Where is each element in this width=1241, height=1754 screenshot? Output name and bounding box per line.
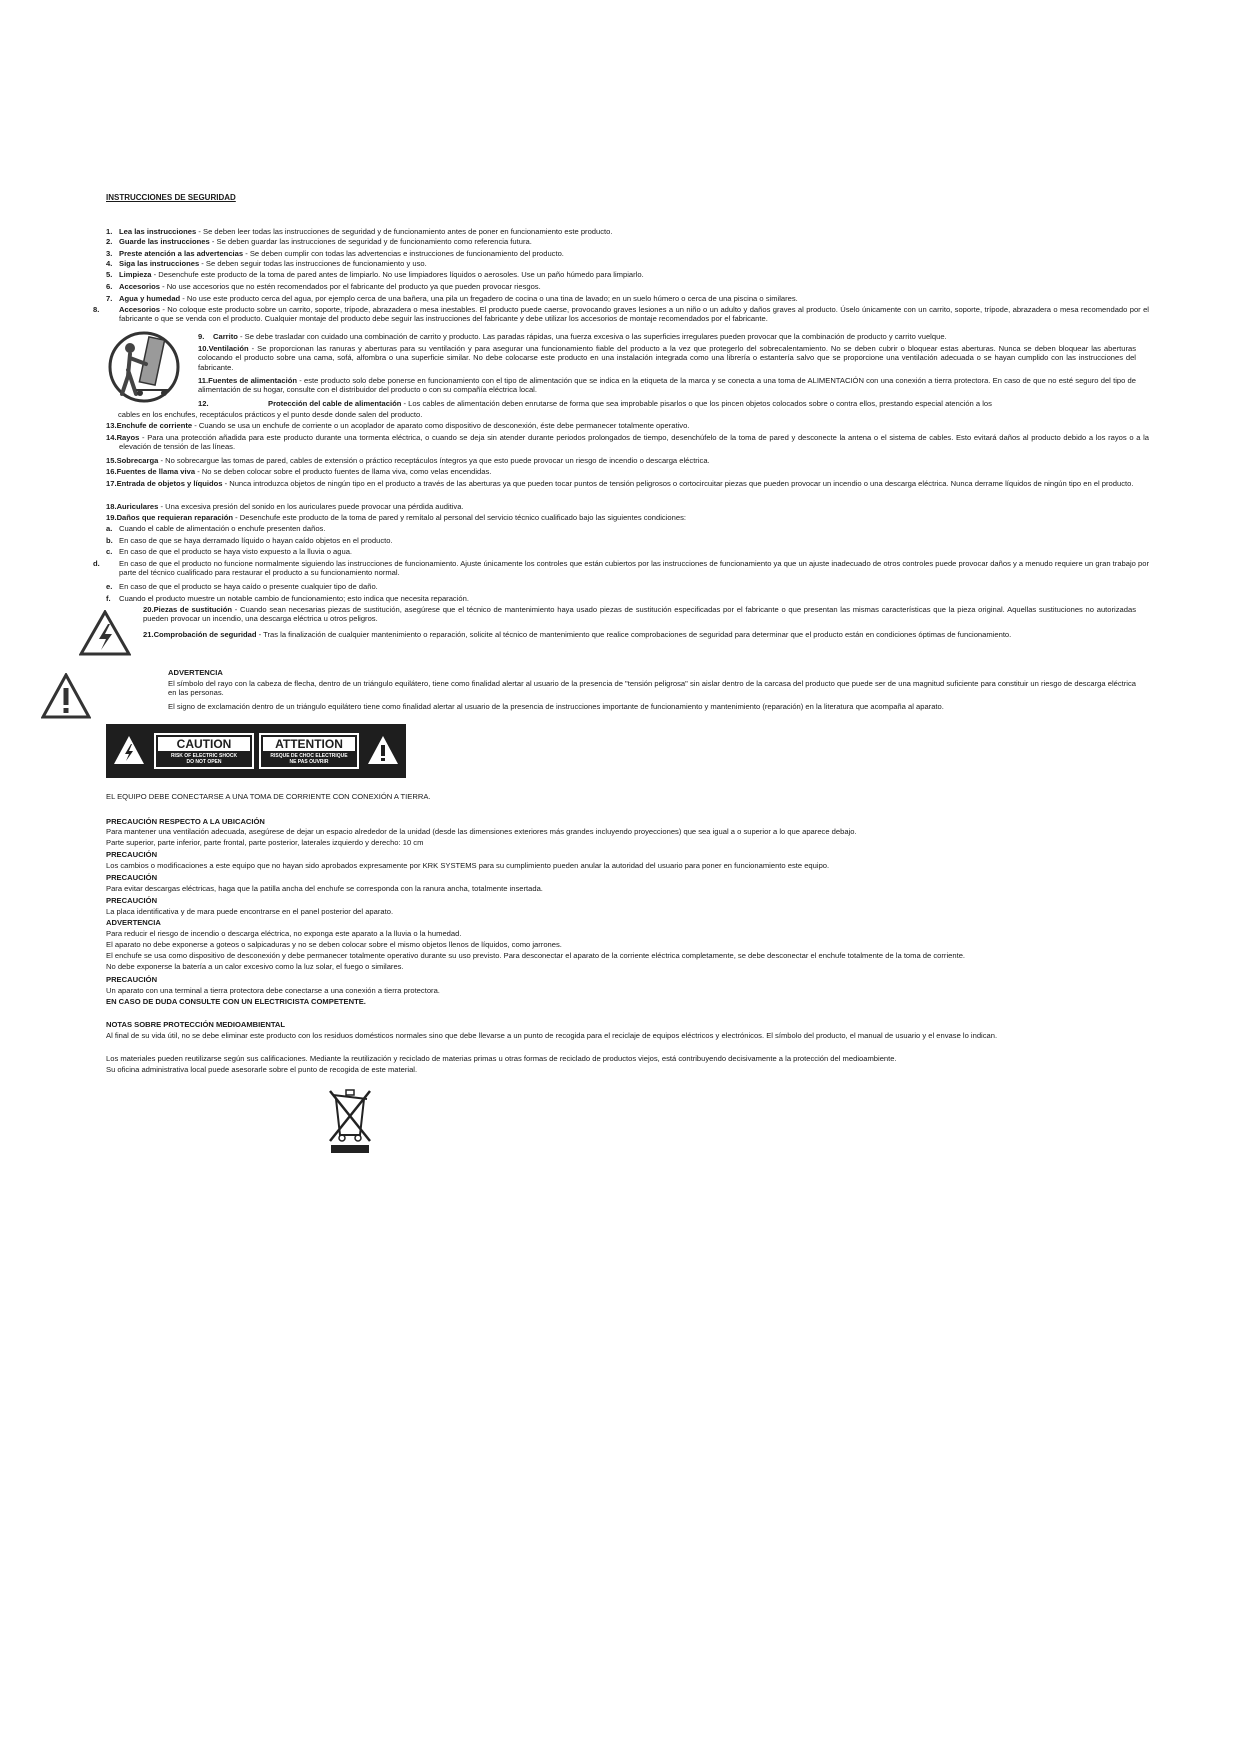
env-text: Al final de su vida útil, no se debe eliminar este producto con los residuos domésticos normales sino que debe llevarse a un punto de recogida para el reciclaje de equipos eléctricos y electrónicos. El símbolo del producto, el manual de usuario y el envase lo indican. — [106, 1031, 998, 1040]
exclamation-warning-icon — [366, 734, 400, 766]
section-text: Parte superior, parte inferior, parte frontal, parte posterior, laterales izquierdo y derecho: 10 cm — [106, 838, 424, 847]
list-item: 13.Enchufe de corriente - Cuando se usa un enchufe de corriente o un acoplador de aparato como dispositivo de desconexión, éste debe permanecer totalmente operativo. — [106, 421, 690, 430]
attention-text: ATTENTION — [263, 737, 355, 751]
attention-box — [259, 733, 359, 769]
caution-subtext: DO NOT OPEN — [186, 759, 222, 765]
list-item: 7. Agua y humedad - No use este producto cerca del agua, por ejemplo cerca de una bañera, una pila un fregadero de cocina o una tina de lavado; en un suelo húmero o cerca de una piscina o similares. — [106, 294, 798, 303]
electric-shock-warning-icon — [79, 610, 131, 656]
ground-note: EL EQUIPO DEBE CONECTARSE A UNA TOMA DE CORRIENTE CON CONEXIÓN A TIERRA. — [106, 792, 431, 801]
list-item: 1. Lea las instrucciones - Se deben leer todas las instrucciones de seguridad y de funcionamiento antes de poner en funcionamiento este producto. — [106, 227, 613, 236]
list-item: 20.Piezas de sustitución - Cuando sean necesarias piezas de sustitución, asegúrese que el técnico de mantenimiento haya usado piezas de sustitución especificadas por el fabricante o que presentan las mismas características que la pieza original. Aquellas sustituciones no autorizadas pueden provocar un incendio, una descarga eléctrica u otros peligros. — [143, 605, 1136, 624]
list-item: 9. Carrito - Se debe trasladar con cuidado una combinación de carrito y producto. Las paradas rápidas, una fuerza excesiva o las superficies irregulares pueden provocar que la combinación de producto y carrito vuelque. — [198, 332, 947, 341]
page-title: INSTRUCCIONES DE SEGURIDAD — [106, 193, 236, 202]
section-heading: PRECAUCIÓN — [106, 850, 158, 859]
caution-subtext: RISK OF ELECTRIC SHOCK — [170, 753, 238, 759]
attention-subtext: NE PAS OUVRIR — [289, 759, 329, 765]
section-text: La placa identificativa y de mara puede encontrarse en el panel posterior del aparato. — [106, 907, 394, 916]
section-text: No debe exponerse la batería a un calor excesivo como la luz solar, el fuego o similares. — [106, 962, 404, 971]
section-text: El aparato no debe exponerse a goteos o salpicaduras y no se deben colocar sobre el mismo objetos llenos de líquidos, como jarrones. — [106, 940, 562, 949]
section-heading: PRECAUCIÓN — [106, 975, 158, 984]
list-item: 4. Siga las instrucciones - Se deben seguir todas las instrucciones de funcionamiento y uso. — [106, 259, 427, 268]
env-heading: NOTAS SOBRE PROTECCIÓN MEDIOAMBIENTAL — [106, 1020, 286, 1029]
sub-list-item: a. Cuando el cable de alimentación o enchufe presenten daños. — [106, 524, 326, 533]
section-text: Para mantener una ventilación adecuada, asegúrese de dejar un espacio alrededor de la unidad (desde las dimensiones exteriores más grandes incluyendo proyecciones) que sea igual a o superior a lo que aparece debajo. — [106, 827, 857, 836]
list-item: 14.Rayos - Para una protección añadida para este producto durante una tormenta eléctrica, o cuando se deja sin atender durante periodos prolongados de tiempo, desenchúfelo de la toma de pared y desconecte la antena o el sistema de cables. Esto evitará daños al producto debido a los rayos o a la elevación de tensión de las líneas. — [106, 433, 1149, 452]
section-text: Los cambios o modificaciones a este equipo que no hayan sido aprobados expresamente por KRK SYSTEMS para su cumplimiento pueden anular la autoridad del usuario para poner en funcionamiento este equipo. — [106, 861, 830, 870]
env-text: Los materiales pueden reutilizarse según sus calificaciones. Mediante la reutilización y reciclado de materias primas u otras formas de reciclado de productos viejos, está contribuyendo decisivamente a la protección del medioambiente. — [106, 1054, 897, 1063]
section-heading: PRECAUCIÓN — [106, 873, 158, 882]
section-text: Un aparato con una terminal a tierra protectora debe conectarse a una conexión a tierra protectora. — [106, 986, 440, 995]
section-heading: PRECAUCIÓN — [106, 896, 158, 905]
list-item: 16.Fuentes de llama viva - No se deben colocar sobre el producto fuentes de llama viva, como velas encendidas. — [106, 467, 492, 476]
crossed-out-bin-icon — [327, 1087, 373, 1155]
section-text: Para reducir el riesgo de incendio o descarga eléctrica, no exponga este aparato a la lluvia o la humedad. — [106, 929, 462, 938]
attention-subtext: RISQUE DE CHOC ELECTRIQUE — [270, 753, 348, 759]
sub-list-item: b. En caso de que se haya derramado líquido o hayan caído objetos en el producto. — [106, 536, 393, 545]
section-heading: PRECAUCIÓN RESPECTO A LA UBICACIÓN — [106, 817, 265, 826]
electric-shock-warning-icon — [112, 734, 146, 766]
sub-list-item: f. Cuando el producto muestre un notable cambio de funcionamiento; esto indica que necesita reparación. — [106, 594, 469, 603]
list-item: 15.Sobrecarga - No sobrecargue las tomas de pared, cables de extensión o práctico receptáculos íntegros ya que esto puede provocar un riesgo de incendio o descarga eléctrica. — [106, 456, 710, 465]
list-item: cables en los enchufes, receptáculos prácticos y el punto desde donde salen del producto. — [118, 410, 423, 419]
list-item: 10.Ventilación - Se proporcionan las ranuras y aberturas para su ventilación y para asegurar una funcionamiento fiable del producto a la vez que protegerlo del sobrecalentamiento. No se deben cubrir o bloquear estas aberturas. Nunca se deben bloquear las aberturas colocando el producto sobre una cama, sofá, alfombra o una superficie similar. No debe colocarse este producto en una instalación integrada como una librería o estantería salvo que se proporcione una ventilación adecuada o se hayan cumplido con las instrucciones del fabricante. — [198, 344, 1136, 372]
sub-list-item: d. En caso de que el producto no funcione normalmente siguiendo las instrucciones de funcionamiento. Ajuste únicamente los controles que están cubiertos por las instrucciones de funcionamiento ya que un ajuste inadecuado de otros controles puede provocar daños y a menudo requiere un gran trabajo por parte del técnico cualificado para restaurar el producto a su funcionamiento normal. — [93, 559, 1149, 578]
list-item: 21.Comprobación de seguridad - Tras la finalización de cualquier mantenimiento o reparación, solicite al técnico de mantenimiento que realice comprobaciones de seguridad para determinar que el producto están en condiciones óptimas de funcionamiento. — [143, 630, 1012, 639]
exclamation-warning-icon — [41, 673, 91, 719]
list-item: 5. Limpieza - Desenchufe este producto de la toma de pared antes de limpiarlo. No use limpiadores líquidos o aerosoles. Use un paño húmedo para limpiarlo. — [106, 270, 644, 279]
list-item: 8. Accesorios - No coloque este producto sobre un carrito, soporte, trípode, abrazadera o mesa inestables. El producto puede caerse, provocando graves lesiones a un niño o un adulto y daños graves al producto. Úselo únicamente con un carrito, soporte, trípode, abrazadera o mesa recomendado por el fabricante o que se venda con el producto. Cualquier montaje del producto debe seguir las instrucciones del fabricante y debe utilizar los accesorios de montaje recomendados por el fabricante. — [93, 305, 1149, 324]
list-item: 17.Entrada de objetos y líquidos - Nunca introduzca objetos de ningún tipo en el producto a través de las aberturas ya que pueden tocar puntos de tensión peligrosos o cortocircuitar piezas que pueden provocar un incendio o una descarga eléctrica. Nunca derrame líquidos de ningún tipo en el producto. — [106, 479, 1134, 488]
list-item: 11.Fuentes de alimentación - este producto solo debe ponerse en funcionamiento con el tipo de alimentación que se indica en la etiqueta de la marca y se conecta a una toma de ALIMENTACIÓN con una conexión a tierra protectora. En caso de que no esté seguro del tipo de alimentación de su hogar, consulte con el distribuidor del producto o con su compañía eléctrica local. — [198, 376, 1136, 395]
list-item: 2. Guarde las instrucciones - Se deben guardar las instrucciones de seguridad y de funcionamiento como referencia futura. — [106, 237, 532, 246]
sub-list-item: c. En caso de que el producto se haya visto expuesto a la lluvia o agua. — [106, 547, 353, 556]
warning-text: El símbolo del rayo con la cabeza de flecha, dentro de un triángulo equilátero, tiene como finalidad alertar al usuario de la presencia de "tensión peligrosa" sin aislar dentro de la carcasa del producto que puede ser de una magnitud suficiente para constituir un riesgo de descarga eléctrica en las personas. — [168, 679, 1136, 698]
list-item: 18.Auriculares - Una excesiva presión del sonido en los auriculares puede provocar una pérdida auditiva. — [106, 502, 464, 511]
list-item: 12. Protección del cable de alimentación - Los cables de alimentación deben enrutarse de forma que sea improbable pisarlos o que los pincen objetos colocados sobre o contra ellos, prestando especial atención a los — [198, 399, 992, 408]
section-text: Para evitar descargas eléctricas, haga que la patilla ancha del enchufe se corresponda con la ranura ancha, totalmente insertada. — [106, 884, 543, 893]
caution-text: CAUTION — [158, 737, 250, 751]
caution-box — [154, 733, 254, 769]
list-item: 3. Preste atención a las advertencias - Se deben cumplir con todas las advertencias e instrucciones de funcionamiento del producto. — [106, 249, 564, 258]
list-item: 6. Accesorios - No use accesorios que no estén recomendados por el fabricante del producto ya que pueden provocar riesgos. — [106, 282, 541, 291]
env-text: Su oficina administrativa local puede asesorarle sobre el punto de recogida de este material. — [106, 1065, 418, 1074]
caution-label — [106, 724, 406, 778]
doubt-line: EN CASO DE DUDA CONSULTE CON UN ELECTRICISTA COMPETENTE. — [106, 997, 366, 1006]
section-heading: ADVERTENCIA — [106, 918, 161, 927]
section-text: El enchufe se usa como dispositivo de desconexión y debe permanecer totalmente operativo durante su uso previsto. Para desconectar el aparato de la corriente eléctrica completamente, se debe desconectar el enchufe totalmente de la toma de corriente. — [106, 951, 966, 960]
list-item: 19.Daños que requieran reparación - Desenchufe este producto de la toma de pared y remítalo al personal del servicio técnico cualificado bajo las siguientes condiciones: — [106, 513, 686, 522]
sub-list-item: e. En caso de que el producto se haya caído o presente cualquier tipo de daño. — [106, 582, 378, 591]
warning-text: El signo de exclamación dentro de un triángulo equilátero tiene como finalidad alertar al usuario de la presencia de instrucciones importante de funcionamiento y mantenimiento (reparación) en la literatura que acompaña al aparato. — [168, 702, 944, 711]
warning-heading: ADVERTENCIA — [168, 668, 223, 677]
cart-tipping-warning-icon — [106, 330, 182, 404]
